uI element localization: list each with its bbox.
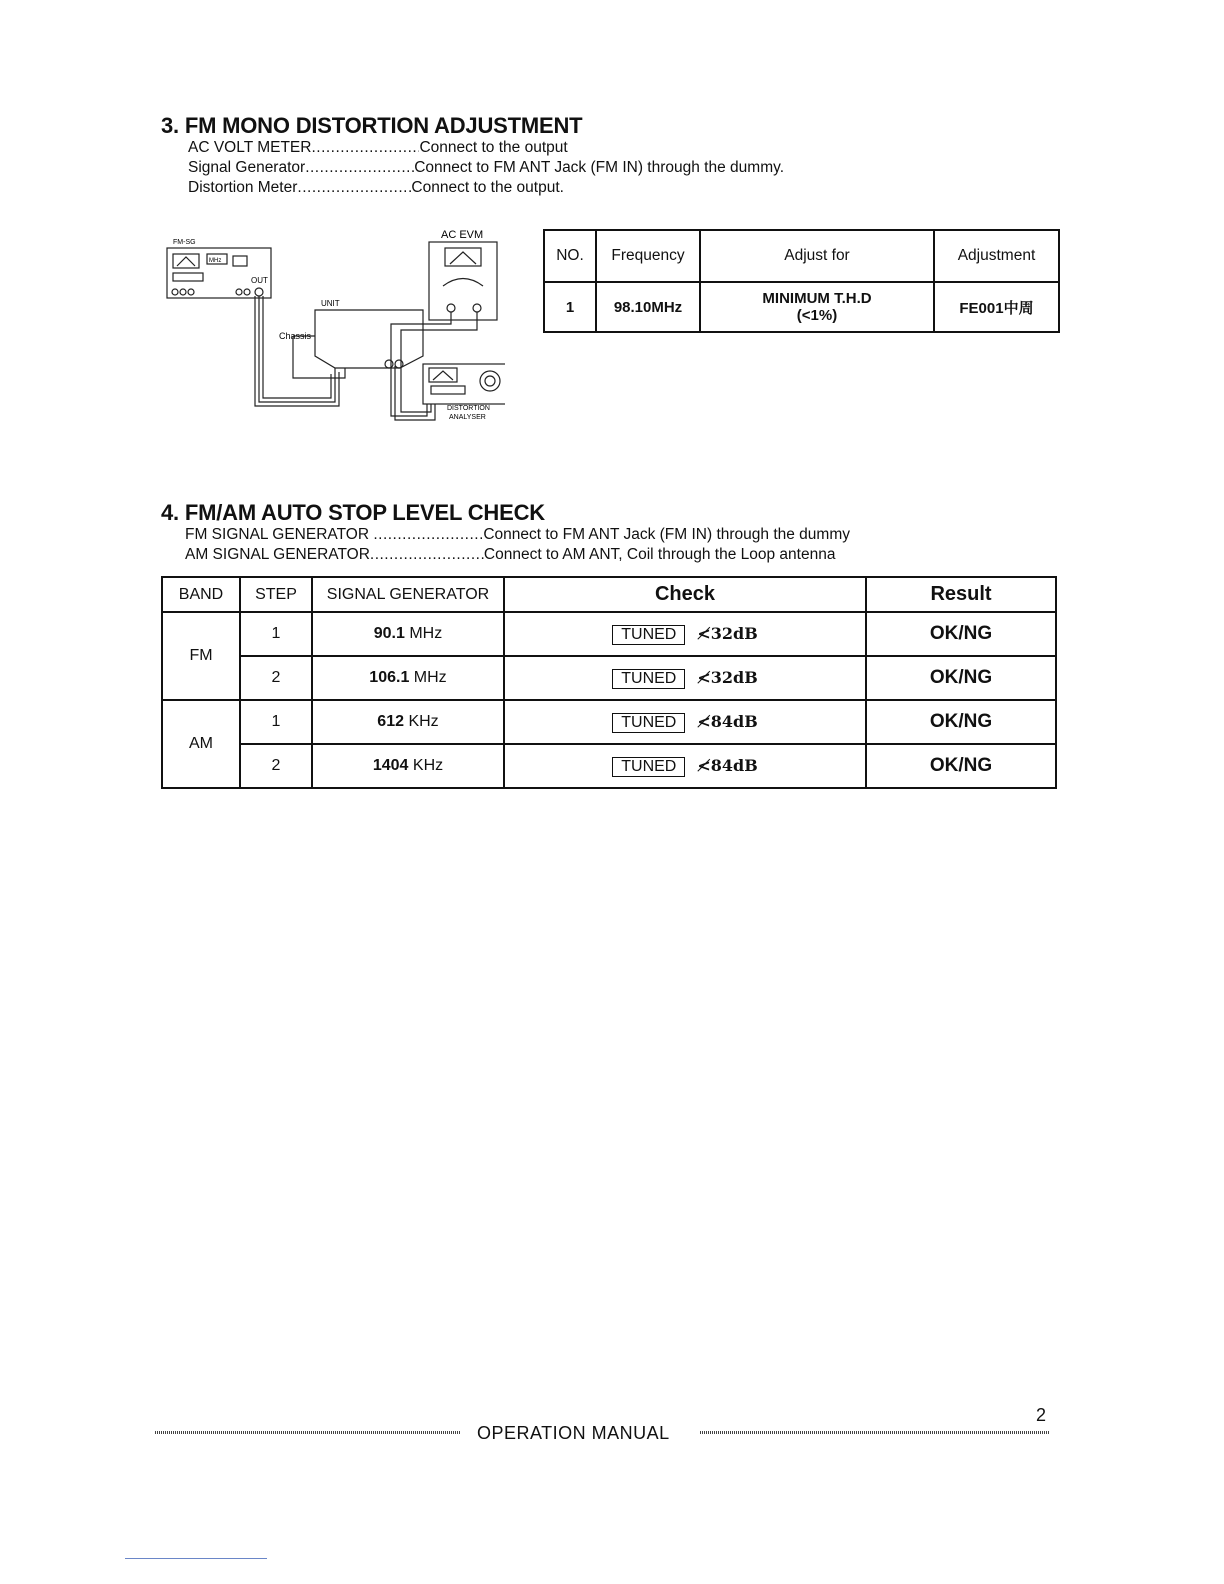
- leader-dots: [297, 178, 411, 198]
- auto-stop-check-table: [161, 576, 1057, 789]
- threshold: ≮84dB: [697, 755, 758, 775]
- connection-label: Signal Generator: [188, 159, 306, 176]
- connection-row: [188, 158, 784, 178]
- cell-step: 2: [240, 656, 312, 700]
- table-row: [162, 744, 1056, 788]
- mhz-label: MHz: [209, 258, 222, 264]
- page-number: 2: [1036, 1405, 1047, 1425]
- leader-dots: [373, 525, 483, 545]
- cell-signal-generator: [312, 612, 504, 656]
- cell-result: OK/NG: [866, 656, 1056, 700]
- connection-text: Connect to the output.: [411, 179, 564, 196]
- unit-label: UNIT: [321, 299, 340, 308]
- test-setup-diagram: [165, 226, 505, 426]
- cell-check: [504, 612, 866, 656]
- col-result: Result: [866, 577, 1056, 612]
- cell-result: OK/NG: [866, 612, 1056, 656]
- adjustment-table: [543, 229, 1060, 333]
- out-label: OUT: [251, 276, 268, 285]
- section-4-title: 4. FM/AM AUTO STOP LEVEL CHECK: [161, 500, 545, 525]
- leader-dots: [370, 545, 484, 565]
- cell-check: [504, 700, 866, 744]
- cell-step: 2: [240, 744, 312, 788]
- cell-band: AM: [162, 700, 240, 788]
- cell-no: 1: [544, 282, 596, 332]
- cell-band: FM: [162, 612, 240, 700]
- ac-evm-box: [429, 242, 497, 320]
- cell-adjust-for: [700, 282, 934, 332]
- table-row: [162, 656, 1056, 700]
- scan-artifact-line: [125, 1558, 267, 1559]
- cell-result: OK/NG: [866, 744, 1056, 788]
- leader-dots: [305, 158, 414, 178]
- col-frequency: Frequency: [596, 230, 700, 282]
- cell-result: OK/NG: [866, 700, 1056, 744]
- cell-frequency: 98.10MHz: [596, 282, 700, 332]
- footer-rule-left: [155, 1431, 460, 1434]
- cell-check: [504, 656, 866, 700]
- footer: [155, 1420, 1050, 1450]
- col-adjustment: Adjustment: [934, 230, 1059, 282]
- connection-text: Connect to AM ANT, Coil through the Loop antenna: [483, 546, 836, 563]
- table-header-row: [162, 577, 1056, 612]
- cell-signal-generator: [312, 744, 504, 788]
- sg-value: 106.1: [369, 669, 410, 686]
- sg-value: 90.1: [373, 625, 405, 642]
- table-row: [162, 612, 1056, 656]
- sg-value: 1404: [372, 757, 409, 774]
- connection-row: [185, 545, 850, 565]
- cell-step: 1: [240, 700, 312, 744]
- connection-label: Distortion Meter: [188, 179, 298, 196]
- section-3-connections: [188, 138, 784, 198]
- leader-dots: [311, 138, 419, 158]
- section-4-connections: [185, 525, 850, 565]
- footer-rule-right: [700, 1431, 1050, 1434]
- distortion-analyser-box: [423, 364, 505, 404]
- connection-label: FM SIGNAL GENERATOR: [185, 526, 374, 543]
- sg-value: 612: [377, 713, 404, 730]
- connection-text: Connect to the output: [419, 139, 568, 156]
- connection-row: [185, 525, 850, 545]
- connection-row: [188, 178, 784, 198]
- col-step: STEP: [240, 577, 312, 612]
- unit-box: [315, 310, 423, 368]
- table-row: [162, 700, 1056, 744]
- threshold: ≮32dB: [697, 667, 758, 687]
- connection-text: Connect to FM ANT Jack (FM IN) through the dummy: [483, 526, 850, 543]
- connection-label: AM SIGNAL GENERATOR: [185, 546, 370, 563]
- table-row: [544, 282, 1059, 332]
- sg-unit: KHz: [408, 713, 439, 730]
- connection-text: Connect to FM ANT Jack (FM IN) through the dummy.: [414, 159, 785, 176]
- threshold: ≮32dB: [697, 623, 758, 643]
- col-adjust-for: Adjust for: [700, 230, 934, 282]
- tuned-indicator: TUNED: [612, 757, 685, 777]
- col-no: NO.: [544, 230, 596, 282]
- tuned-indicator: TUNED: [612, 713, 685, 733]
- ac-evm-label: AC EVM: [441, 229, 484, 241]
- cell-step: 1: [240, 612, 312, 656]
- tuned-indicator: TUNED: [612, 669, 685, 689]
- tuned-indicator: TUNED: [612, 625, 685, 645]
- adjust-for-line: (<1%): [796, 307, 838, 324]
- sg-unit: MHz: [413, 669, 447, 686]
- sg-unit: KHz: [412, 757, 444, 774]
- fm-sg-label: FM-SG: [173, 239, 196, 246]
- adjust-for-line: MINIMUM T.H.D: [762, 290, 872, 307]
- threshold: ≮84dB: [697, 711, 758, 731]
- col-check: Check: [504, 577, 866, 612]
- cell-check: [504, 744, 866, 788]
- connection-label: AC VOLT METER: [188, 139, 312, 156]
- sg-unit: MHz: [409, 625, 443, 642]
- col-band: BAND: [162, 577, 240, 612]
- col-signal-generator: SIGNAL GENERATOR: [312, 577, 504, 612]
- connection-row: [188, 138, 784, 158]
- section-3-title: 3. FM MONO DISTORTION ADJUSTMENT: [161, 113, 583, 138]
- cell-signal-generator: [312, 700, 504, 744]
- chassis-label: Chassis: [279, 331, 312, 341]
- table-header-row: [544, 230, 1059, 282]
- analyser-label: ANALYSER: [449, 414, 486, 421]
- cell-signal-generator: [312, 656, 504, 700]
- footer-text: OPERATION MANUAL: [477, 1423, 670, 1443]
- distortion-label: DISTORTION: [447, 405, 490, 412]
- cell-adjustment: FE001中周: [934, 282, 1059, 332]
